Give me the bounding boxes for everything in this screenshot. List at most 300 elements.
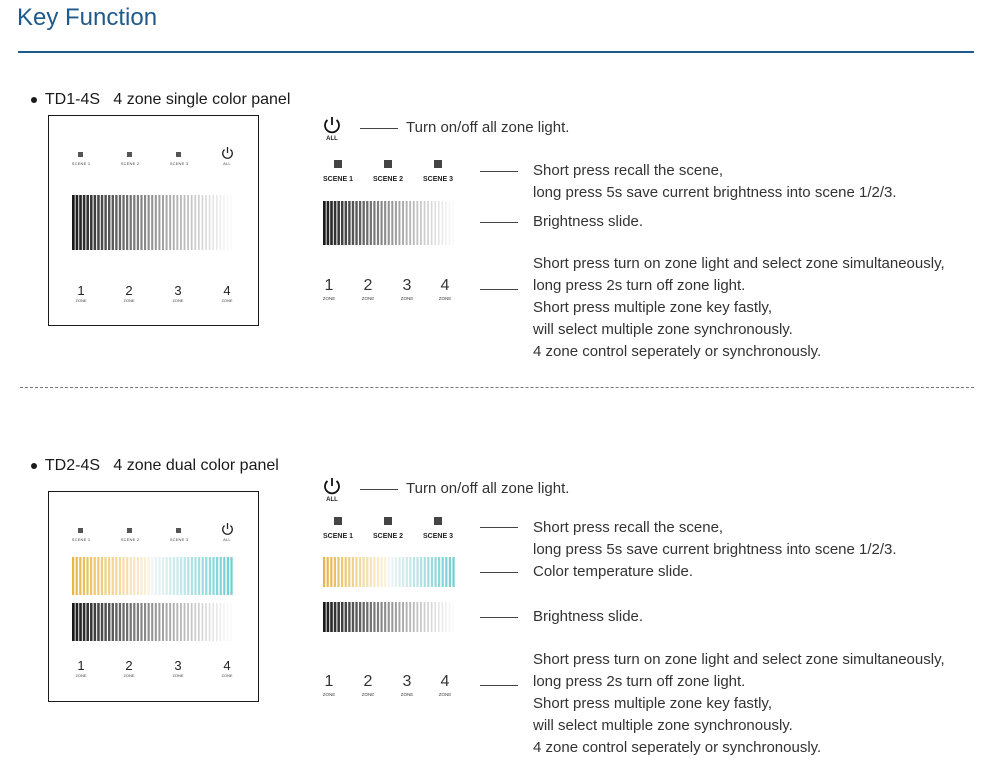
slider-stripe xyxy=(205,557,207,595)
legend-zone-2-number: 2 xyxy=(363,673,373,690)
legend-all-label: ALL xyxy=(326,497,338,503)
zone-4-word: ZONE xyxy=(221,298,233,303)
slider-stripe xyxy=(187,195,189,250)
zone-description-line-5: 4 zone control seperately or synchronously. xyxy=(533,343,822,360)
slider-stripe xyxy=(427,201,429,245)
zone-2-number[interactable]: 2 xyxy=(125,658,133,673)
zone-description-line-2: long press 2s turn off zone light. xyxy=(533,277,746,294)
slider-stripe xyxy=(416,557,418,587)
slider-stripe xyxy=(115,195,117,250)
slider-stripe xyxy=(194,195,196,250)
slider-stripe xyxy=(94,603,97,641)
slider-stripe xyxy=(373,602,375,632)
slider-stripe xyxy=(388,602,390,632)
zone-2-word: ZONE xyxy=(123,298,135,303)
slider-stripe xyxy=(413,201,415,245)
slider-stripe xyxy=(140,195,142,250)
slider-stripe xyxy=(398,602,400,632)
slider-stripe xyxy=(230,603,231,641)
legend-zone-word: ZONE xyxy=(322,296,336,301)
slider-stripe xyxy=(97,195,100,250)
slider-stripe xyxy=(409,201,411,245)
slider-stripe xyxy=(402,602,404,632)
slider-stripe xyxy=(391,602,393,632)
slider-stripe xyxy=(108,603,110,641)
slider-stripe xyxy=(388,557,390,587)
scene-1-label: SCENE 1 xyxy=(71,537,91,542)
slider-stripe xyxy=(420,557,422,587)
slider-stripe xyxy=(202,557,204,595)
slider-stripe xyxy=(377,602,379,632)
slider-stripe xyxy=(377,201,379,245)
slider-stripe xyxy=(348,602,350,632)
slider-stripe xyxy=(184,195,186,250)
zone-description-line-4: will select multiple zone synchronously. xyxy=(533,321,793,338)
slider-stripe xyxy=(126,195,128,250)
legend-power-icon xyxy=(322,476,342,496)
connector-line xyxy=(480,527,518,528)
slider-stripe xyxy=(370,201,372,245)
slider-stripe xyxy=(151,557,153,595)
scene-1-button[interactable] xyxy=(78,528,83,533)
slider-stripe xyxy=(427,602,429,632)
scene-description-line-1: Short press recall the scene, xyxy=(533,519,724,536)
zone-3-word: ZONE xyxy=(172,673,184,678)
slider-stripe xyxy=(191,195,193,250)
model-name: TD1-4S xyxy=(44,91,101,108)
slider-stripe xyxy=(198,557,200,595)
slider-stripe xyxy=(101,603,103,641)
scene-description-line-2: long press 5s save current brightness into scene 1/2/3. xyxy=(533,541,897,558)
slider-stripe xyxy=(334,557,336,587)
slider-stripe xyxy=(337,602,340,632)
legend-scene-3-square xyxy=(434,160,442,168)
slider-stripe xyxy=(323,602,326,632)
slider-stripe xyxy=(223,603,225,641)
slider-stripe xyxy=(434,602,436,632)
legend-all-label: ALL xyxy=(326,136,338,142)
slider-stripe xyxy=(205,195,207,250)
slider-stripe xyxy=(452,602,453,632)
slider-stripe xyxy=(327,557,329,587)
scene-3-button[interactable] xyxy=(176,528,181,533)
slider-stripe xyxy=(79,603,82,641)
slider-stripe xyxy=(452,201,453,245)
slider-stripe xyxy=(434,201,436,245)
legend-scene-1-label: SCENE 1 xyxy=(323,176,353,183)
slider-stripe xyxy=(180,603,182,641)
slider-stripe xyxy=(198,195,200,250)
slider-stripe xyxy=(162,557,164,595)
slider-stripe xyxy=(144,195,146,250)
slider-stripe xyxy=(345,201,347,245)
slider-stripe xyxy=(363,557,365,587)
slider-stripe xyxy=(434,557,436,587)
slider-stripe xyxy=(220,603,222,641)
color-temperature-slider[interactable] xyxy=(72,557,234,595)
slider-stripe xyxy=(144,603,146,641)
slider-stripe xyxy=(330,602,333,632)
slider-stripe xyxy=(406,201,408,245)
slider-stripe xyxy=(72,195,75,250)
color-temperature-description: Color temperature slide. xyxy=(533,563,694,580)
legend-zone-word: ZONE xyxy=(438,296,452,301)
slider-stripe xyxy=(115,557,117,595)
slider-stripe xyxy=(72,603,75,641)
slider-stripe xyxy=(104,195,106,250)
slider-stripe xyxy=(155,603,157,641)
slider-stripe xyxy=(130,195,132,250)
slider-stripe xyxy=(76,603,79,641)
zone-3-number[interactable]: 3 xyxy=(174,283,182,298)
slider-stripe xyxy=(345,602,347,632)
legend-scene-3-square xyxy=(434,517,442,525)
slider-stripe xyxy=(381,602,383,632)
zone-1-number[interactable]: 1 xyxy=(77,658,85,673)
slider-stripe xyxy=(133,603,135,641)
slider-stripe xyxy=(377,557,379,587)
slider-stripe xyxy=(122,603,124,641)
slider-stripe xyxy=(158,557,160,595)
power-description: Turn on/off all zone light. xyxy=(406,119,570,136)
model-description: 4 zone dual color panel xyxy=(113,457,279,474)
bullet-icon xyxy=(31,97,37,103)
scene-2-button[interactable] xyxy=(127,152,132,157)
slider-stripe xyxy=(406,557,408,587)
slider-stripe xyxy=(438,201,440,245)
scene-3-label: SCENE 3 xyxy=(169,537,189,542)
scene-3-button[interactable] xyxy=(176,152,181,157)
legend-scene-2-label: SCENE 2 xyxy=(373,533,403,540)
slider-stripe xyxy=(97,557,99,595)
slider-stripe xyxy=(416,201,418,245)
slider-stripe xyxy=(352,602,354,632)
slider-stripe xyxy=(230,195,231,250)
slider-stripe xyxy=(323,557,325,587)
slider-stripe xyxy=(101,195,103,250)
slider-stripe xyxy=(341,201,344,245)
slider-stripe xyxy=(194,557,196,595)
slider-stripe xyxy=(373,557,375,587)
slider-stripe xyxy=(416,602,418,632)
slider-stripe xyxy=(72,557,74,595)
legend-scene-2-label: SCENE 2 xyxy=(373,176,403,183)
legend-zone-word: ZONE xyxy=(361,296,375,301)
slider-stripe xyxy=(202,603,204,641)
scene-1-label: SCENE 1 xyxy=(71,161,91,166)
slider-stripe xyxy=(406,602,408,632)
slider-stripe xyxy=(373,201,375,245)
slider-stripe xyxy=(442,557,444,587)
bullet-icon xyxy=(31,463,37,469)
slider-stripe xyxy=(359,201,361,245)
slider-stripe xyxy=(409,602,411,632)
slider-stripe xyxy=(366,557,368,587)
slider-stripe xyxy=(398,201,400,245)
zone-description-line-5: 4 zone control seperately or synchronously. xyxy=(533,739,822,756)
zone-description-line-1: Short press turn on zone light and select zone simultaneously, xyxy=(533,651,945,668)
slider-stripe xyxy=(230,557,232,595)
slider-stripe xyxy=(162,603,164,641)
slider-stripe xyxy=(223,195,225,250)
slider-stripe xyxy=(424,602,426,632)
slider-stripe xyxy=(345,557,347,587)
slider-stripe xyxy=(449,557,451,587)
power-icon[interactable] xyxy=(221,146,234,160)
legend-zone-3-number: 3 xyxy=(402,673,412,690)
slider-stripe xyxy=(126,557,128,595)
slider-stripe xyxy=(97,603,100,641)
slider-stripe xyxy=(431,602,433,632)
power-description: Turn on/off all zone light. xyxy=(406,480,570,497)
slider-stripe xyxy=(166,603,168,641)
slider-stripe xyxy=(148,557,150,595)
slider-stripe xyxy=(445,602,447,632)
slider-stripe xyxy=(104,603,106,641)
slider-stripe xyxy=(108,195,110,250)
legend-zone-word: ZONE xyxy=(400,692,414,697)
slider-stripe xyxy=(431,557,433,587)
slider-stripe xyxy=(388,201,390,245)
slider-stripe xyxy=(359,557,361,587)
slider-stripe xyxy=(137,603,139,641)
slider-stripe xyxy=(83,557,85,595)
slider-stripe xyxy=(198,603,200,641)
legend-zone-4-number: 4 xyxy=(440,673,450,690)
slider-stripe xyxy=(130,557,132,595)
zone-description-line-4: will select multiple zone synchronously. xyxy=(533,717,793,734)
slider-stripe xyxy=(212,195,214,250)
slider-stripe xyxy=(184,603,186,641)
slider-stripe xyxy=(122,557,124,595)
slider-stripe xyxy=(173,603,175,641)
legend-scene-2-square xyxy=(384,160,392,168)
slider-stripe xyxy=(341,557,343,587)
slider-stripe xyxy=(126,603,128,641)
power-icon[interactable] xyxy=(221,522,234,536)
scene-description-line-1: Short press recall the scene, xyxy=(533,162,724,179)
slider-stripe xyxy=(180,195,182,250)
slider-stripe xyxy=(212,557,214,595)
slider-stripe xyxy=(323,201,326,245)
slider-stripe xyxy=(76,195,79,250)
slider-stripe xyxy=(420,602,422,632)
section-divider xyxy=(20,387,974,388)
connector-line xyxy=(480,685,518,686)
slider-stripe xyxy=(176,603,178,641)
slider-stripe xyxy=(438,557,440,587)
scene-description-line-2: long press 5s save current brightness into scene 1/2/3. xyxy=(533,184,897,201)
legend-brightness-slide xyxy=(323,201,456,245)
connector-line xyxy=(480,171,518,172)
zone-4-number[interactable]: 4 xyxy=(223,283,231,298)
slider-stripe xyxy=(366,201,368,245)
slider-stripe xyxy=(384,557,386,587)
model-description: 4 zone single color panel xyxy=(113,91,291,108)
legend-scene-1-square xyxy=(334,160,342,168)
brightness-slider[interactable] xyxy=(72,195,234,250)
slider-stripe xyxy=(395,201,397,245)
slider-stripe xyxy=(101,557,103,595)
slider-stripe xyxy=(216,195,218,250)
model-name: TD2-4S xyxy=(44,457,101,474)
slider-stripe xyxy=(355,201,357,245)
slider-stripe xyxy=(194,603,196,641)
slider-stripe xyxy=(220,557,222,595)
slider-stripe xyxy=(431,201,433,245)
slider-stripe xyxy=(137,195,139,250)
zone-3-number[interactable]: 3 xyxy=(174,658,182,673)
slider-stripe xyxy=(169,195,171,250)
legend-power-icon xyxy=(322,115,342,135)
slider-stripe xyxy=(330,557,332,587)
slider-stripe xyxy=(427,557,429,587)
scene-2-label: SCENE 2 xyxy=(120,537,140,542)
slider-stripe xyxy=(442,201,444,245)
slider-stripe xyxy=(209,557,211,595)
slider-stripe xyxy=(352,201,354,245)
slider-stripe xyxy=(112,557,114,595)
zone-description-line-3: Short press multiple zone key fastly, xyxy=(533,695,772,712)
slider-stripe xyxy=(413,602,415,632)
zone-description-line-2: long press 2s turn off zone light. xyxy=(533,673,746,690)
slider-stripe xyxy=(445,557,447,587)
connector-line xyxy=(480,572,518,573)
slider-stripe xyxy=(133,195,135,250)
zone-description-line-1: Short press turn on zone light and select zone simultaneously, xyxy=(533,255,945,272)
all-label: ALL xyxy=(223,161,231,166)
slider-stripe xyxy=(151,603,153,641)
legend-scene-1-square xyxy=(334,517,342,525)
slider-stripe xyxy=(155,557,157,595)
slider-stripe xyxy=(76,557,78,595)
brightness-description: Brightness slide. xyxy=(533,213,644,230)
zone-1-word: ZONE xyxy=(75,673,87,678)
slider-stripe xyxy=(119,603,121,641)
scene-2-label: SCENE 2 xyxy=(120,161,140,166)
slider-stripe xyxy=(173,557,175,595)
slider-stripe xyxy=(381,201,383,245)
legend-zone-1-number: 1 xyxy=(324,673,334,690)
slider-stripe xyxy=(341,602,344,632)
slider-stripe xyxy=(363,201,365,245)
slider-stripe xyxy=(216,603,218,641)
zone-description-line-3: Short press multiple zone key fastly, xyxy=(533,299,772,316)
slider-stripe xyxy=(452,557,454,587)
slider-stripe xyxy=(119,195,121,250)
slider-stripe xyxy=(445,201,447,245)
slider-stripe xyxy=(355,557,357,587)
slider-stripe xyxy=(205,603,207,641)
connector-line xyxy=(360,128,398,129)
slider-stripe xyxy=(334,602,337,632)
slider-stripe xyxy=(86,603,89,641)
zone-3-word: ZONE xyxy=(172,298,184,303)
slider-stripe xyxy=(395,602,397,632)
zone-2-word: ZONE xyxy=(123,673,135,678)
legend-zone-word: ZONE xyxy=(400,296,414,301)
slider-stripe xyxy=(391,557,393,587)
legend-scene-3-label: SCENE 3 xyxy=(423,533,453,540)
slider-stripe xyxy=(384,201,386,245)
legend-zone-4-number: 4 xyxy=(440,277,450,294)
slider-stripe xyxy=(348,557,350,587)
slider-stripe xyxy=(363,602,365,632)
brightness-slider[interactable] xyxy=(72,603,234,641)
slider-stripe xyxy=(86,557,88,595)
section-heading-td2 xyxy=(22,439,279,475)
slider-stripe xyxy=(166,195,168,250)
slider-stripe xyxy=(352,557,354,587)
legend-scene-2-square xyxy=(384,517,392,525)
slider-stripe xyxy=(90,557,92,595)
legend-zone-1-number: 1 xyxy=(324,277,334,294)
slider-stripe xyxy=(79,195,82,250)
page-title: Key Function xyxy=(17,4,158,31)
slider-stripe xyxy=(119,557,121,595)
legend-zone-word: ZONE xyxy=(361,692,375,697)
slider-stripe xyxy=(90,195,93,250)
slider-stripe xyxy=(155,195,157,250)
slider-stripe xyxy=(112,195,114,250)
zone-1-number[interactable]: 1 xyxy=(77,283,85,298)
legend-zone-2-number: 2 xyxy=(363,277,373,294)
legend-zone-3-number: 3 xyxy=(402,277,412,294)
slider-stripe xyxy=(140,557,142,595)
slider-stripe xyxy=(202,195,204,250)
slider-stripe xyxy=(449,201,450,245)
slider-stripe xyxy=(144,557,146,595)
slider-stripe xyxy=(337,201,340,245)
brightness-description: Brightness slide. xyxy=(533,608,644,625)
scene-1-button[interactable] xyxy=(78,152,83,157)
slider-stripe xyxy=(220,195,222,250)
scene-2-button[interactable] xyxy=(127,528,132,533)
slider-stripe xyxy=(187,603,189,641)
slider-stripe xyxy=(420,201,422,245)
slider-stripe xyxy=(86,195,89,250)
slider-stripe xyxy=(216,557,218,595)
slider-stripe xyxy=(330,201,333,245)
slider-stripe xyxy=(162,195,164,250)
scene-3-label: SCENE 3 xyxy=(169,161,189,166)
slider-stripe xyxy=(158,603,160,641)
slider-stripe xyxy=(90,603,93,641)
slider-stripe xyxy=(398,557,400,587)
slider-stripe xyxy=(115,603,117,641)
zone-4-number[interactable]: 4 xyxy=(223,658,231,673)
slider-stripe xyxy=(402,557,404,587)
slider-stripe xyxy=(334,201,337,245)
slider-stripe xyxy=(112,603,114,641)
slider-stripe xyxy=(94,557,96,595)
slider-stripe xyxy=(133,557,135,595)
slider-stripe xyxy=(180,557,182,595)
connector-line xyxy=(480,289,518,290)
zone-2-number[interactable]: 2 xyxy=(125,283,133,298)
slider-stripe xyxy=(148,603,150,641)
slider-stripe xyxy=(348,201,350,245)
legend-scene-3-label: SCENE 3 xyxy=(423,176,453,183)
connector-line xyxy=(480,617,518,618)
section-heading-td1 xyxy=(22,73,290,109)
slider-stripe xyxy=(381,557,383,587)
slider-stripe xyxy=(227,195,228,250)
slider-stripe xyxy=(359,602,361,632)
all-label: ALL xyxy=(223,537,231,542)
slider-stripe xyxy=(424,201,426,245)
slider-stripe xyxy=(366,602,368,632)
